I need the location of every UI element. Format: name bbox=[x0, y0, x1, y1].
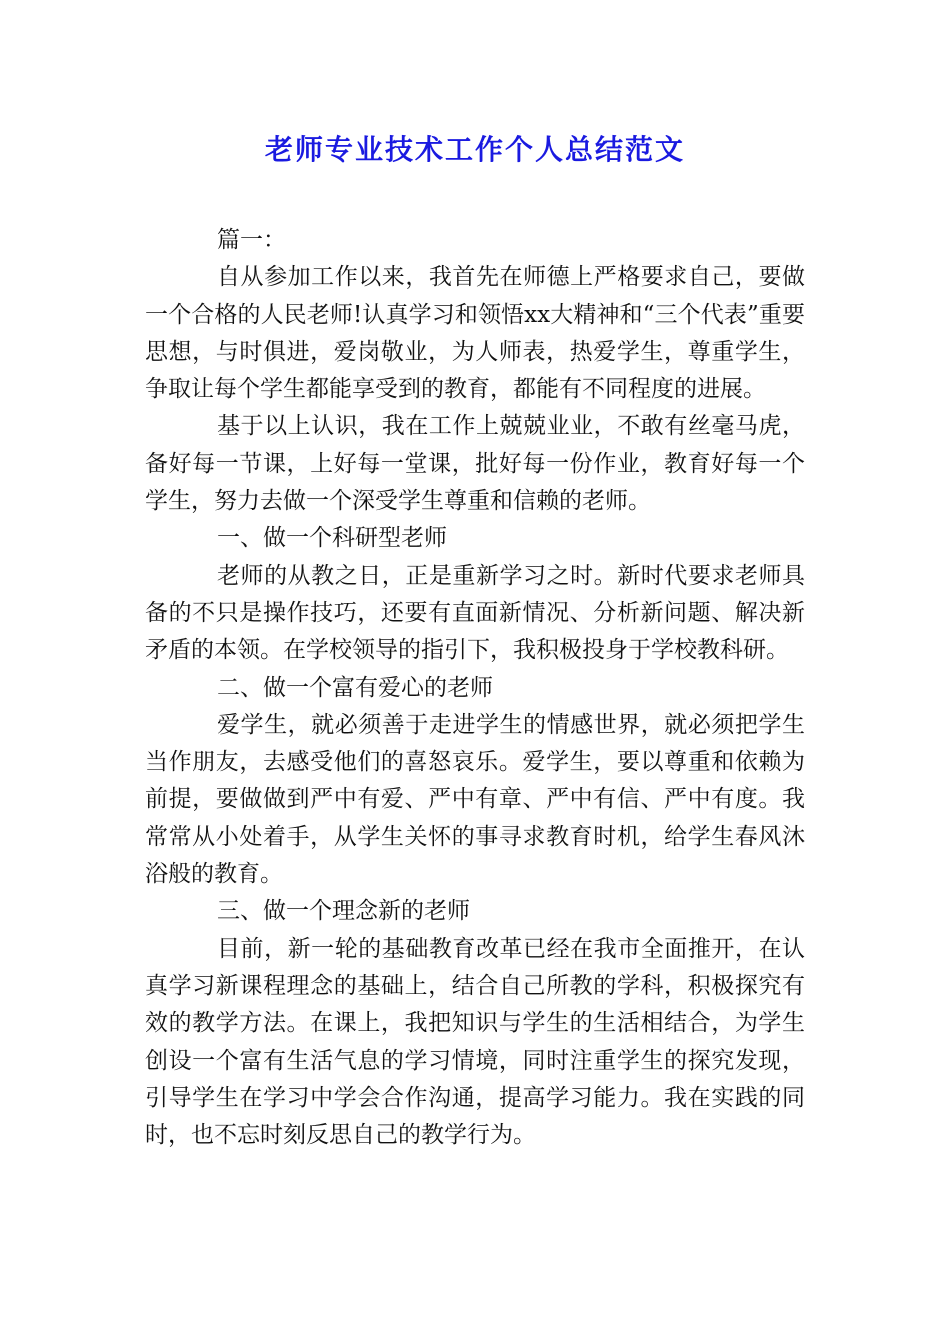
section-heading: 三、做一个理念新的老师 bbox=[217, 898, 470, 925]
document-title: 老师专业技术工作个人总结范文 bbox=[264, 133, 685, 166]
section-heading: 二、做一个富有爱心的老师 bbox=[217, 674, 493, 701]
section-heading: 一、做一个科研型老师 bbox=[217, 525, 447, 552]
section-label: 篇一： bbox=[217, 227, 286, 253]
body-paragraph: 爱学生，就必须善于走进学生的情感世界，就必须把学生当作朋友，去感受他们的喜怒哀乐。爱学生，要以尊重和依赖为前提，要做做到严中有爱、严中有章、严中有信、严中有度。我常常从小处着手，从学生关怀的事寻求教育时机，给学生春风沐浴般的教育。 bbox=[145, 711, 805, 888]
body-paragraph: 自从参加工作以来，我首先在师德上严格要求自己，要做一个合格的人民老师!认真学习和领悟xx大精神和“三个代表”重要思想，与时俱进，爱岗敬业，为人师表，热爱学生，尊重学生，争取让每个学生都能享受到的教育，都能有不同程度的进展。 bbox=[145, 264, 805, 403]
body-paragraph: 基于以上认识，我在工作上兢兢业业，不敢有丝毫马虎，备好每一节课，上好每一堂课，批好每一份作业，教育好每一个学生，努力去做一个深受学生尊重和信赖的老师。 bbox=[145, 413, 805, 515]
document-body bbox=[145, 222, 805, 1154]
body-paragraph: 目前，新一轮的基础教育改革已经在我市全面推开，在认真学习新课程理念的基础上，结合自己所教的学科，积极探究有效的教学方法。在课上，我把知识与学生的生活相结合，为学生创设一个富有生活气息的学习情境，同时注重学生的探究发现，引导学生在学习中学会合作沟通，提高学习能力。我在实践的同时，也不忘时刻反思自己的教学行为。 bbox=[145, 935, 805, 1149]
body-paragraph: 老师的从教之日，正是重新学习之时。新时代要求老师具备的不只是操作技巧，还要有直面新情况、分析新问题、解决新矛盾的本领。在学校领导的指引下，我积极投身于学校教科研。 bbox=[145, 562, 805, 664]
